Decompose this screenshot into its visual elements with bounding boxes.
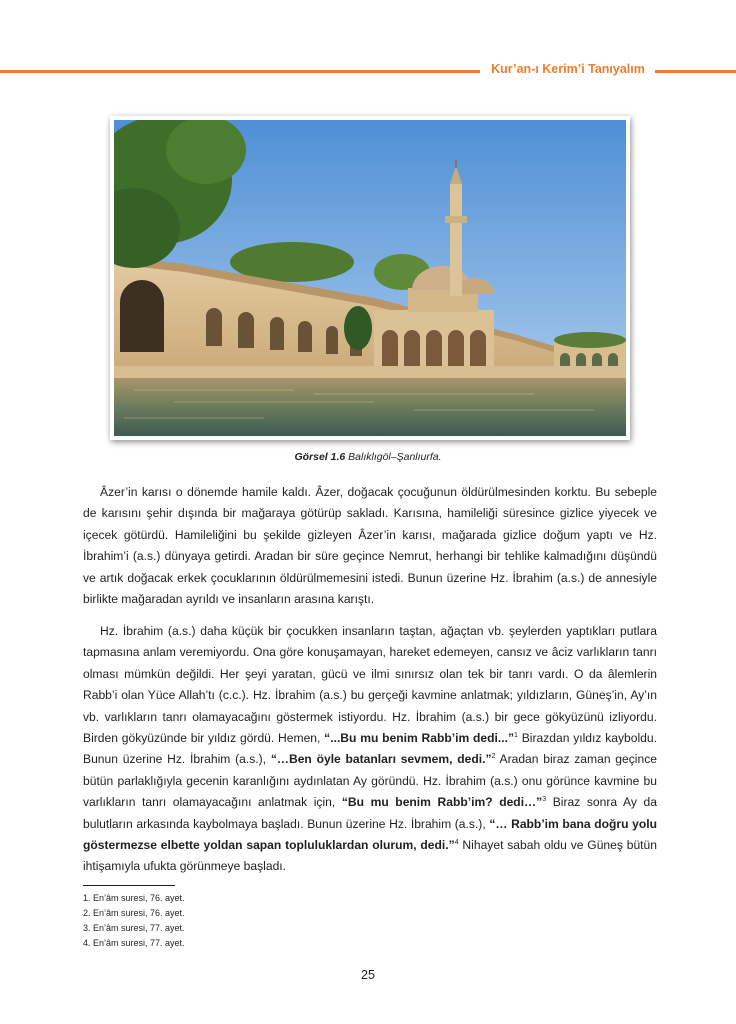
quote-4: “… Rabb’im bana doğru yolu göstermezse elbette yoldan sapan topluluklardan olurum, dedi.” [83,816,657,853]
paragraph-2-text-e: Nihayet sabah oldu ve Güneş bütün ihtişamıyla ufukta görünmeye başladı. [83,838,657,874]
footnote-ref-2: 2 [491,753,496,761]
footnote-2: 2. En’âm suresi, 76. ayet. [83,908,185,918]
footnotes [83,891,185,951]
footnote-ref-4: 4 [454,839,459,847]
running-header-title: Kur’an-ı Kerim’i Tanıyalım [491,62,645,76]
paragraph-2-text-d: Biraz sonra Ay da bulutların arkasında kaybolmaya başladı. Bunun üzerine Hz. İbrahim (a.s.), [83,795,657,831]
footnote-4: 4. En’âm suresi, 77. ayet. [83,938,185,948]
figure-label: Görsel 1.6 [294,451,346,463]
balikligol-photo [114,120,626,436]
paragraph-2-text-a: Hz. İbrahim (a.s.) daha küçük bir çocukken insanların taştan, ağaçtan vb. şeylerden yaptıkları putlara tapmasına anlam veremiyordu. Ona göre konuşamayan, hareket edemeyen, cansız ve âciz varlıkların tanrı olması mümkün değildi. Her şeyi yaratan, gücü ve ilmi sınırsız olan tek bir tanrı vardı. O da âlemlerin Rabb’i olan Yüce Allah’tı (c.c.). Hz. İbrahim (a.s.) bu gerçeği kavmine anlatmak; yıldızların, Güneş’in, Ay’ın vb. varlıkların tanrı olamayacağını göstermek istiyordu. Hz. İbrahim (a.s.) bir gece gökyüzünü izliyordu. Birden gökyüzünde bir yıldız gördü. Hemen, [83,624,657,746]
paragraph-2-text-b: Birazdan yıldız kayboldu. Bunun üzerine Hz. İbrahim (a.s.), [83,731,657,767]
header-rule-right [655,70,736,73]
figure-caption [0,451,736,463]
header-rule-left [0,70,480,73]
paragraph-1: Âzer’in karısı o dönemde hamile kaldı. Âzer, doğacak çocuğunun öldürülmesinden korktu. Bu sebeple de karısını şehir dışında bir mağaraya götürüp sakladı. Karısına, hamileliği süresince gizlice yiyecek ve içecek götürdü. Hamileliğini bu şekilde gizleyen Âzer’in karısı, mağarada gizlice doğum yaptı ve Hz. İbrahim’i (a.s.) dünyaya getirdi. Aradan bir süre geçince Nemrut, herhangi bir tehlike kalmadığını düşündü ve artık doğacak erkek çocuklarının öldürülmemesini istedi. Bunun üzerine Hz. İbrahim (a.s.) de annesiyle birlikte mağaradan ayrıldı ve insanların arasına karıştı. [83,485,657,607]
footnote-ref-1: 1 [514,732,518,740]
footnote-separator [83,885,175,886]
footnote-3: 3. En’âm suresi, 77. ayet. [83,923,185,933]
page-number: 25 [361,968,375,982]
figure-caption-text: Balıklıgöl–Şanlıurfa. [348,451,442,463]
paragraph-2 [83,621,657,878]
footnote-1: 1. En’âm suresi, 76. ayet. [83,893,185,903]
quote-1: “...Bu mu benim Rabb’im dedi...” [324,731,514,746]
quote-3: “Bu mu benim Rabb’im? dedi…” [341,795,543,810]
quote-2: “…Ben öyle batanları sevmem, dedi.” [270,752,492,767]
footnote-ref-3: 3 [542,796,547,804]
paragraph-2-text-c: Aradan biraz zaman geçince bütün parlaklığıyla gecenin karanlığını aydınlatan Ay göründü. Hz. İbrahim (a.s.) onu görünce kavmine bu varlıkların tanrı olamayacağını anlatmak için, [83,752,657,810]
figure-photo [110,116,630,440]
